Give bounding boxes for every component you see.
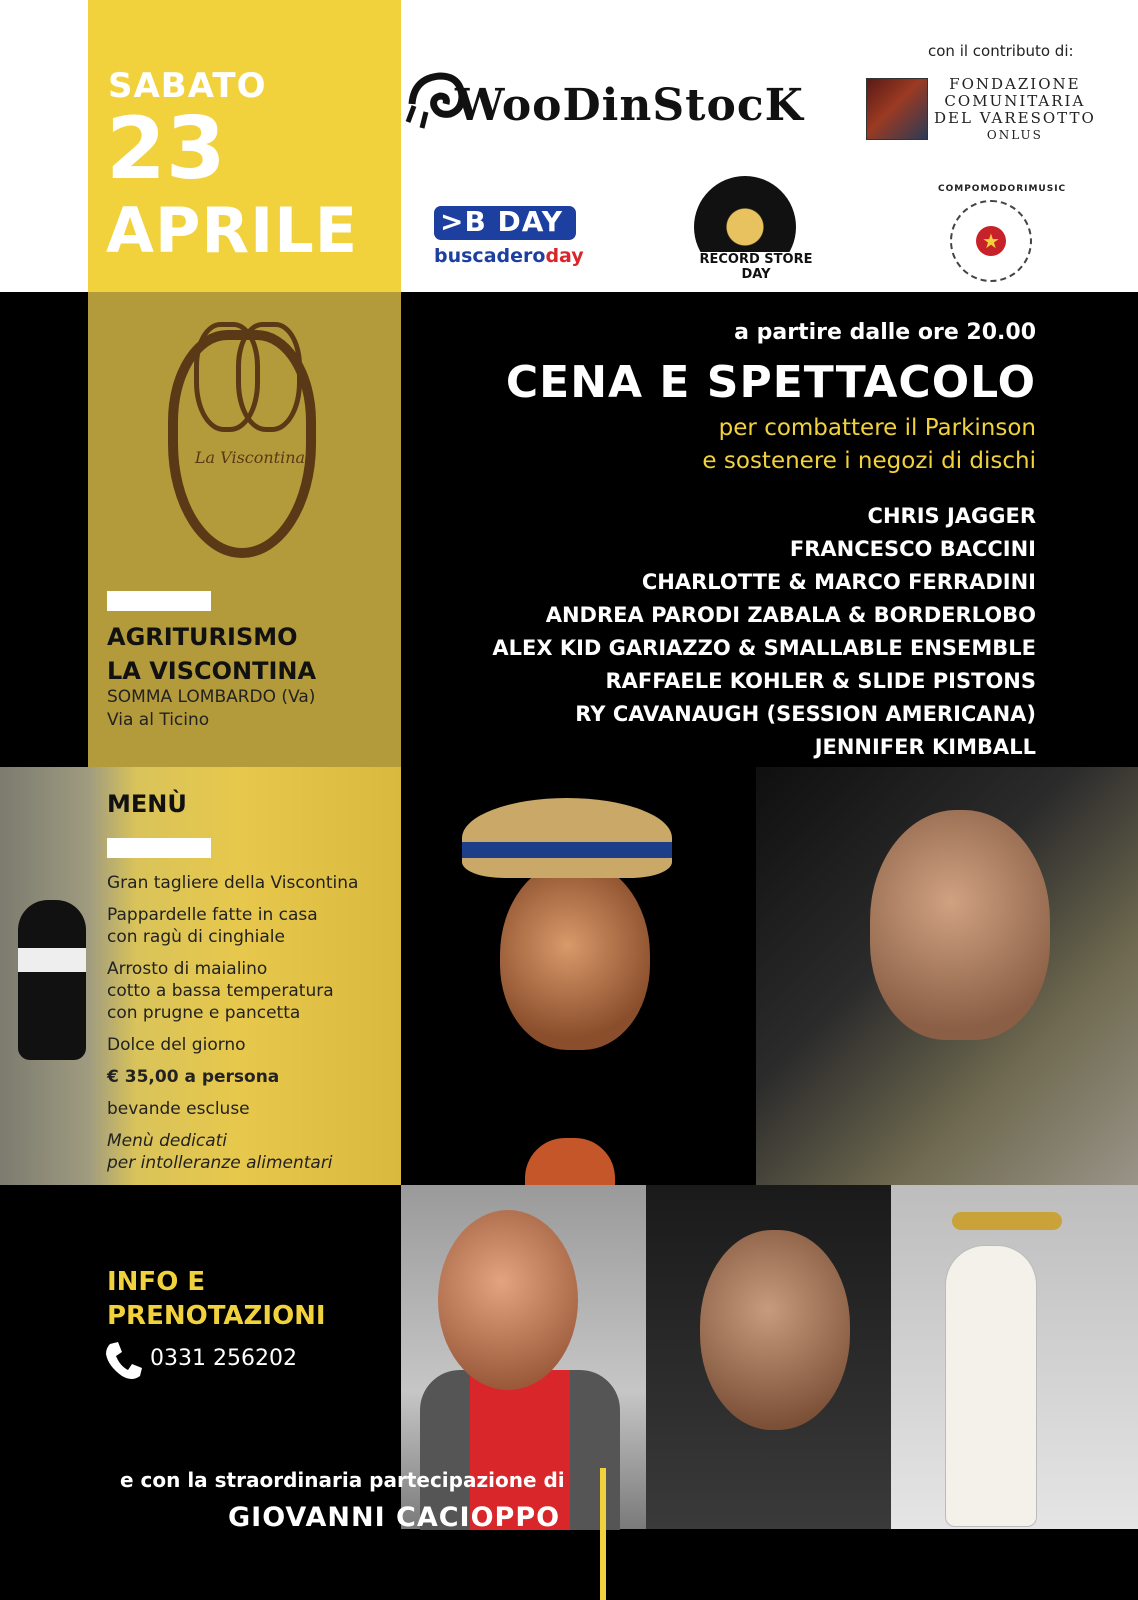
buscadero-logo — [434, 245, 584, 267]
buscadero-part: buscadero — [434, 245, 546, 267]
artist-item: JENNIFER KIMBALL — [814, 735, 1036, 759]
fondazione-emblem — [866, 78, 928, 140]
viscontina-logo-text: La Viscontina — [194, 448, 306, 467]
special-guest-intro: e con la straordinaria partecipazione di — [120, 1468, 565, 1492]
date-day: 23 — [106, 99, 226, 199]
phone-icon — [102, 1340, 142, 1382]
event-purpose — [702, 412, 1036, 478]
venue-name-line2: LA VISCONTINA — [107, 657, 317, 685]
date-month: APRILE — [106, 194, 359, 267]
menu-item: Gran tagliere della Viscontina — [107, 873, 359, 893]
contribution-label: con il contributo di: — [928, 42, 1074, 60]
record-store-day-logo: RECORD STORE DAY — [694, 252, 818, 282]
compomodori-text: COMPOMODORIMUSIC — [938, 184, 1067, 194]
artist-face — [500, 860, 650, 1050]
start-time: a partire dalle ore 20.00 — [734, 320, 1036, 345]
trumpet-icon — [952, 1212, 1062, 1230]
artist-item: FRANCESCO BACCINI — [789, 537, 1036, 561]
woodinstock-logo: WooDinStocK — [455, 80, 804, 131]
phone-number[interactable]: 0331 256202 — [150, 1346, 297, 1371]
fondazione-logo — [934, 76, 1096, 144]
hat-shape — [462, 798, 672, 878]
purpose-line2: e sostenere i negozi di dischi — [702, 448, 1036, 474]
artist-face — [700, 1230, 850, 1430]
divider-bar — [107, 838, 211, 858]
menu-intolerance-note: Menù dedicati per intolleranze alimentari — [107, 1131, 333, 1173]
artist-face — [870, 810, 1050, 1040]
artist-item: RY CAVANAUGH (SESSION AMERICANA) — [575, 702, 1036, 726]
menu-price-block — [107, 1066, 358, 1120]
artist-item: ALEX KID GARIAZZO & SMALLABLE ENSEMBLE — [492, 636, 1036, 660]
menu-title: MENÙ — [107, 790, 187, 818]
fondazione-line: DEL VARESOTTO — [934, 109, 1096, 127]
fondazione-line: ONLUS — [986, 128, 1043, 142]
venue-name — [107, 620, 316, 688]
menu-list — [107, 872, 358, 1184]
info-title-line1: INFO E — [107, 1267, 206, 1297]
fondazione-line: COMUNITARIA — [944, 92, 1086, 110]
fondazione-line: FONDAZIONE — [949, 75, 1081, 93]
menu-price-note: bevande escluse — [107, 1099, 250, 1119]
menu-item: Arrosto di maialino cotto a bassa temperatura con prugne e pancetta — [107, 959, 334, 1023]
bday-logo: >B DAY — [440, 205, 564, 238]
dog-photo — [18, 900, 86, 1060]
star-icon: ★ — [976, 226, 1006, 256]
info-title-line2: PRENOTAZIONI — [107, 1301, 326, 1331]
accent-line — [600, 1468, 606, 1600]
menu-item: Dolce del giorno — [107, 1035, 246, 1055]
venue-city: SOMMA LOMBARDO (Va) — [107, 687, 316, 707]
horse-head-icon — [236, 322, 302, 432]
divider-bar — [107, 591, 211, 611]
artist-item: CHARLOTTE & MARCO FERRADINI — [641, 570, 1036, 594]
artist-item: RAFFAELE KOHLER & SLIDE PISTONS — [605, 669, 1036, 693]
special-guest-name: GIOVANNI CACIOPPO — [228, 1502, 561, 1533]
artist-face — [438, 1210, 578, 1390]
menu-item: Pappardelle fatte in casa con ragù di cinghiale — [107, 905, 318, 947]
purpose-line1: per combattere il Parkinson — [718, 415, 1036, 441]
buscadero-day: day — [545, 245, 584, 267]
artist-list — [492, 500, 1036, 764]
event-title: CENA E SPETTACOLO — [505, 357, 1036, 408]
venue-street: Via al Ticino — [107, 710, 210, 730]
info-title — [107, 1265, 326, 1333]
artist-item: CHRIS JAGGER — [867, 504, 1036, 528]
date-weekday: SABATO — [108, 66, 267, 106]
venue-address — [107, 686, 315, 732]
menu-price: € 35,00 a persona — [107, 1067, 280, 1087]
artist-item: ANDREA PARODI ZABALA & BORDERLOBO — [545, 603, 1036, 627]
artist-figure — [945, 1245, 1037, 1527]
venue-name-line1: AGRITURISMO — [107, 623, 298, 651]
